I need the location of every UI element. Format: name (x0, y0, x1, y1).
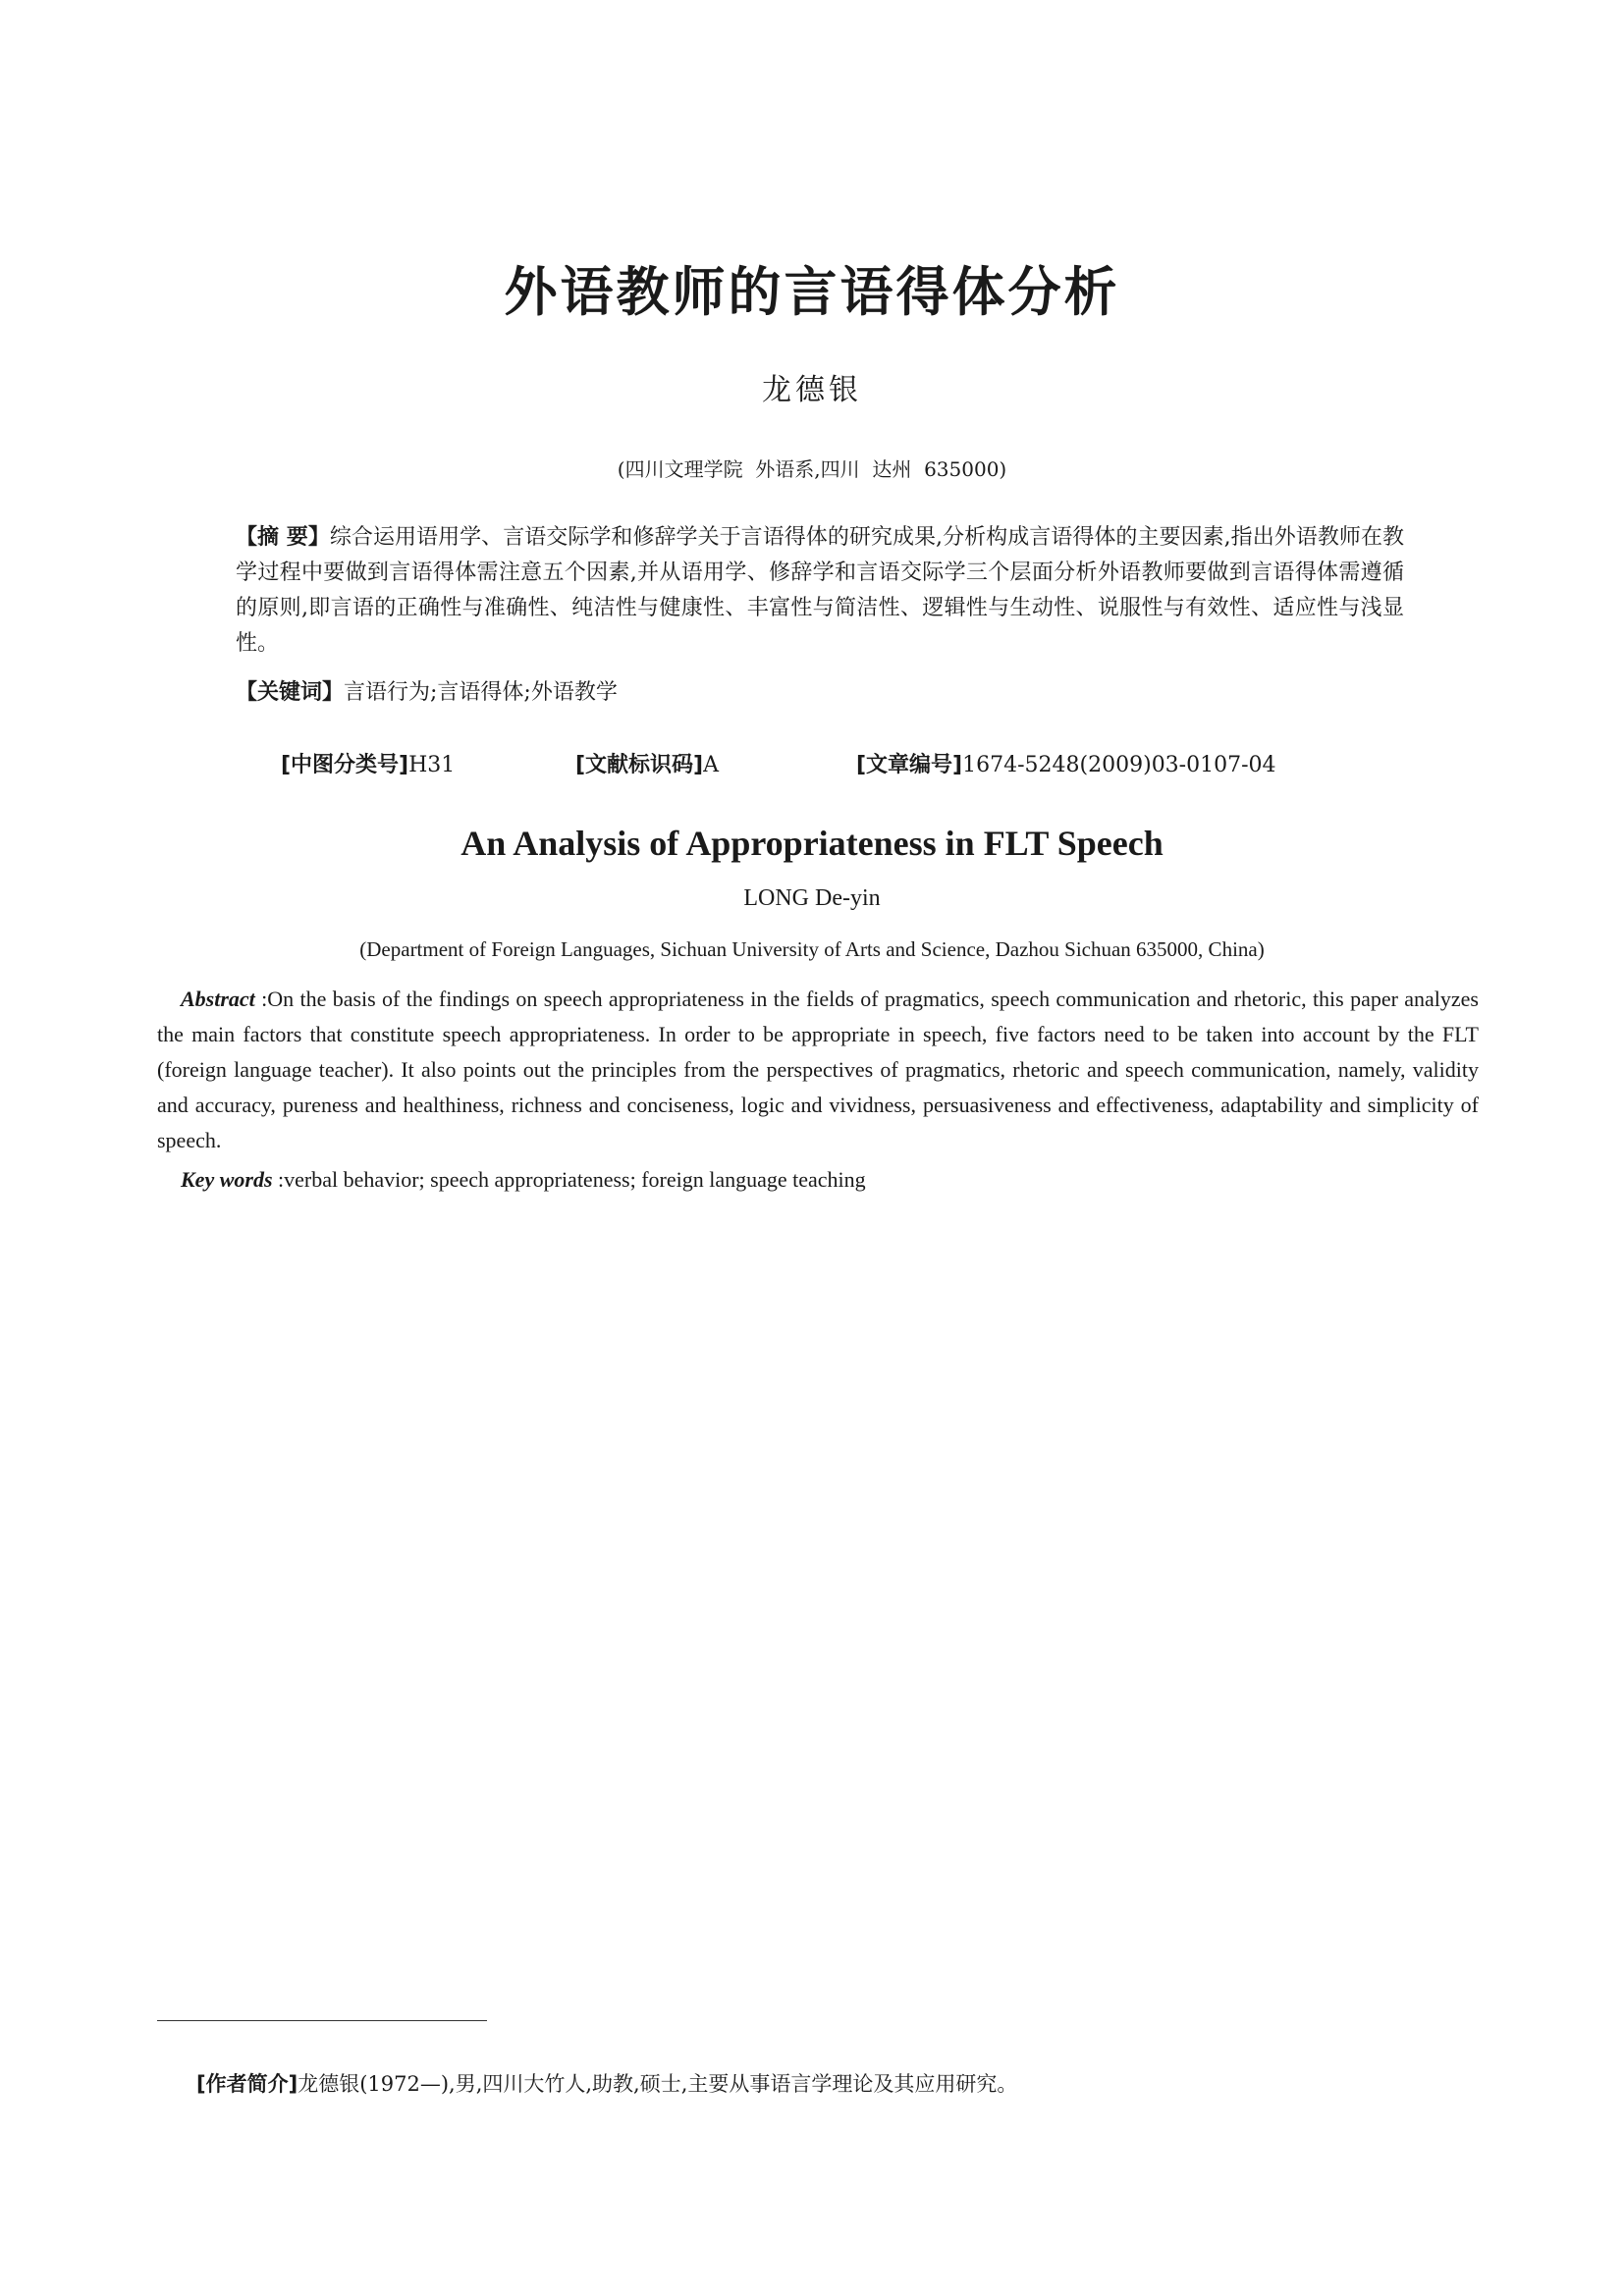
chinese-keywords-label: 【关键词】 (236, 680, 345, 705)
clc-number-label: [中图分类号] (281, 753, 409, 777)
author-footnote (196, 2067, 1473, 2101)
article-number-label: [文章编号] (856, 753, 963, 777)
article-number-value: 1674-5248(2009)03-0107-04 (962, 753, 1276, 777)
clc-number (281, 748, 455, 783)
english-abstract-text: On the basis of the findings on speech appropriateness in the fields of pragmatics, speech communication and rhetoric, this paper analyzes the main factors that constitute speech appropriateness. In order to be appropriate in speech, five factors need to be taken into account by the FLT (foreign language teacher). It also points out the principles from the perspectives of pragmatics, rhetoric and speech communication, namely, validity and accuracy, pureness and healthiness, richness and conciseness, logic and vividness, persuasiveness and effectiveness, adaptability and simplicity of speech. (157, 987, 1479, 1152)
document-code-label: [文献标识码] (575, 753, 704, 777)
document-code-value: A (703, 753, 720, 777)
article-number (856, 748, 1276, 783)
english-keywords (181, 1162, 1477, 1198)
english-author: LONG De-yin (743, 885, 881, 911)
chinese-abstract-label: 【摘 要】 (236, 525, 330, 550)
chinese-keywords (236, 675, 1404, 711)
english-keywords-text: verbal behavior; speech appropriateness; foreign language teaching (284, 1167, 866, 1192)
chinese-affiliation: (四川文理学院 外语系,四川 达州 635000) (617, 457, 1007, 481)
chinese-abstract (236, 520, 1404, 662)
english-keywords-label: Key words (181, 1167, 273, 1192)
chinese-abstract-text: 综合运用语用学、言语交际学和修辞学关于言语得体的研究成果,分析构成言语得体的主要因素,指出外语教师在教学过程中要做到言语得体需注意五个因素,并从语用学、修辞学和言语交际学三个层面分析外语教师要做到言语得体需遵循的原则,即言语的正确性与准确性、纯洁性与健康性、丰富性与简洁性、逻辑性与生动性、说服性与有效性、适应性与浅显性。 (236, 525, 1404, 656)
english-title: An Analysis of Appropriateness in FLT Speech (460, 824, 1164, 863)
clc-number-value: H31 (408, 753, 456, 777)
author-footnote-text: 龙德银(1972—),男,四川大竹人,助教,硕士,主要从事语言学理论及其应用研究。 (298, 2072, 1018, 2096)
author-footnote-label: [作者简介] (196, 2072, 298, 2096)
english-abstract (157, 982, 1479, 1158)
english-keywords-separator: : (278, 1167, 285, 1192)
footnote-divider (157, 2020, 487, 2021)
chinese-author: 龙德银 (762, 373, 862, 407)
chinese-keywords-text: 言语行为;言语得体;外语教学 (344, 680, 618, 705)
english-affiliation: (Department of Foreign Languages, Sichuan University of Arts and Science, Dazhou Sichuan 635000, China) (359, 937, 1265, 961)
document-code (575, 748, 719, 783)
english-abstract-separator: : (261, 987, 268, 1011)
chinese-title: 外语教师的言语得体分析 (504, 261, 1120, 323)
english-abstract-label: Abstract (181, 987, 255, 1011)
